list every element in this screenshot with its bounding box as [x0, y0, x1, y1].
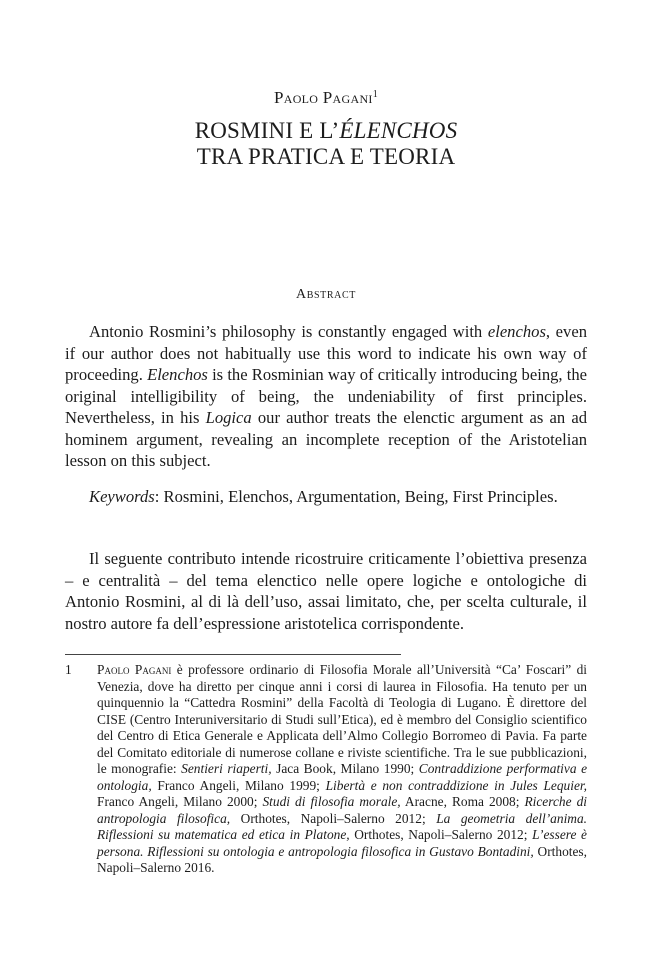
publication-title: Contraddizione performativa e ontologia, [97, 761, 588, 793]
title-line-2: TRA PRATICA E TEORIA [196, 144, 456, 169]
footnote-marker[interactable]: 1 [372, 89, 379, 100]
footnote-separator [65, 654, 401, 655]
footnote-author: Paolo Pagani [97, 662, 172, 677]
keywords-label: Keywords [89, 487, 155, 506]
body-paragraph-text: Il seguente contributo intende ricostruire criticamente l’obiettiva presenza – e centralità – del tema elenctico nelle opere logiche e ontologiche di Antonio Rosmini, al di là dell’uso, assai limitato, che, per scelta culturale, il nostro autore fa dell’espressione aristotelica corrispondente. [65, 549, 587, 633]
paper-title [65, 118, 587, 170]
text-span: our author treats the elenctic argument as an ad hominem argument, revealing an incomplete reception of the Aristotelian lesson on this subject. [65, 408, 587, 470]
publication-title: Studi di filosofia morale, [262, 794, 401, 809]
text-span: Orthotes, Napoli–Salerno 2012; [230, 810, 437, 826]
publication-title: La geometria dell’anima. Riflessioni su matematica ed etica in Platone, [97, 810, 588, 842]
footnote [65, 662, 587, 877]
text-span: Franco Angeli, Milano 2000; [97, 794, 263, 809]
text-span: is the Rosminian way of critically introducing being, the original intelligibility of being, the undeniability of first principles. Nevertheless, in his [65, 365, 588, 427]
footnote-text [97, 662, 587, 877]
body-paragraph [65, 548, 587, 634]
text-span: Franco Angeli, Milano 1999; [151, 777, 326, 793]
author-name [65, 88, 587, 108]
author-name-text: Paolo Pagani [273, 88, 373, 107]
text-span: Orthotes, Napoli–Salerno 2012; [349, 827, 533, 842]
text-span: è professore ordinario di Filosofia Morale all’Università “Ca’ Foscari” di Venezia, dove ha diretto per cinque anni i corsi di laurea in Filosofia. Ha tenuto per un quinquennio la “Cattedra Rosmini” della Facoltà di Teologia di Lugano. È direttore del CISE (Centro Interuniversitario di Studi sull’Etica), ed è membro del Consiglio scientifico del Centro di Etica Generale e Applicata dell’Almo Collegio Borromeo di Pavia. Fa parte del Comitato editoriale di numerose collane e riviste scientifiche. Tra le sue pubblicazioni, le monografie: [97, 662, 587, 776]
text-span: Orthotes, Napoli–Salerno 2016. [97, 843, 587, 875]
publication-title: Ricerche di antropologia filosofica, [97, 794, 587, 826]
italic-term: elenchos [487, 322, 546, 341]
title-part-italic: ÉLENCHOS [339, 118, 458, 143]
title-line-1 [65, 118, 587, 144]
footnote-number: 1 [65, 662, 72, 677]
publication-title: Libertà e non contraddizione in Jules Lequier, [325, 777, 587, 793]
text-span: Antonio Rosmini’s philosophy is constantly engaged with [89, 322, 488, 341]
italic-term: Logica [205, 408, 252, 427]
abstract-text [65, 321, 587, 472]
text-span: , even if our author does not habitually use this word to indicate his own way of proceeding. [65, 322, 587, 384]
publication-title: Sentieri riaperti, [181, 761, 272, 776]
text-span: Jaca Book, Milano 1990; [271, 761, 419, 776]
keywords-list: : Rosmini, Elenchos, Argumentation, Being, First Principles. [154, 487, 558, 506]
italic-term: Elenchos [147, 365, 208, 384]
abstract-heading: Abstract [296, 287, 356, 302]
publication-title: L’essere è persona. Riflessioni su ontologia e antropologia filosofica in Gustavo Bontadini, [97, 827, 587, 859]
text-span: Aracne, Roma 2008; [400, 794, 525, 809]
title-part: ROSMINI E L’ [194, 118, 340, 143]
keywords [65, 486, 587, 508]
